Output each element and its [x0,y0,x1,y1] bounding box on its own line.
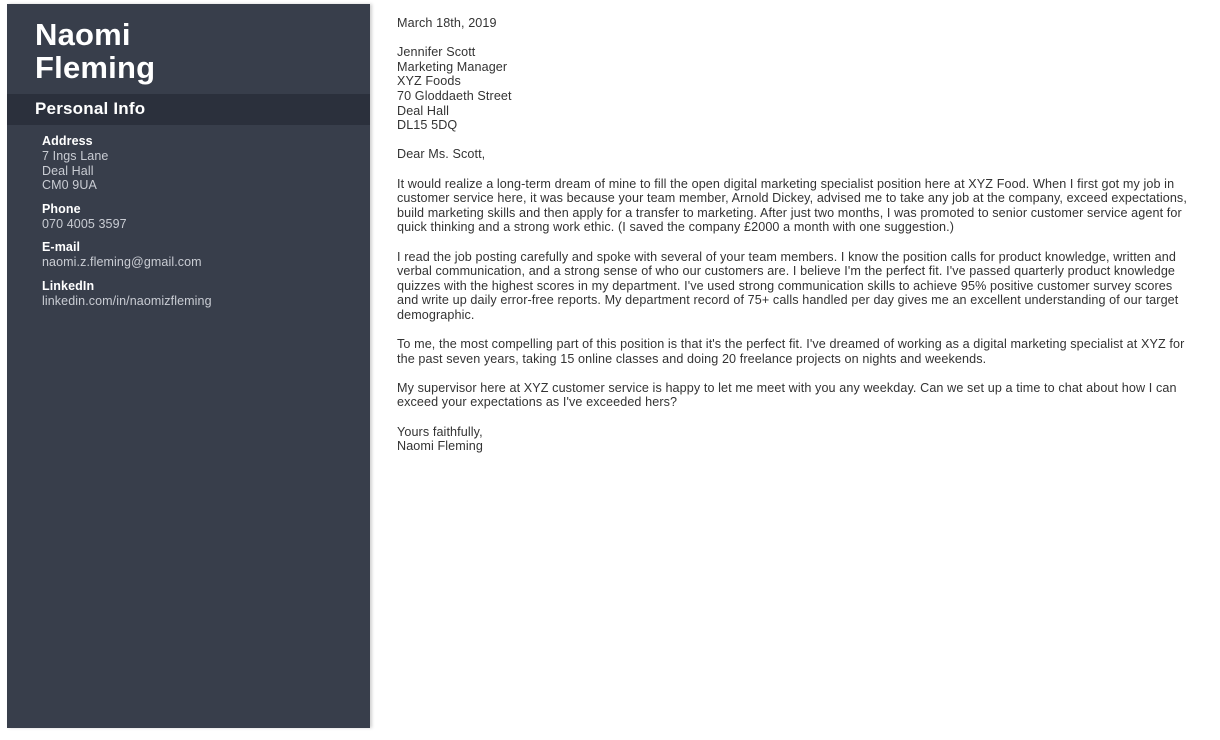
info-label-phone: Phone [42,201,81,216]
closing-phrase: Yours faithfully, [397,424,483,439]
recipient-address-block [397,45,1187,133]
info-value-address-line1: 7 Ings Lane [42,149,109,163]
recipient-name: Jennifer Scott [397,45,476,60]
info-label-email: E-mail [42,240,81,255]
personal-info-title: Personal Info [35,99,146,118]
signature-name: Naomi Fleming [397,439,483,454]
personal-info-section-header [7,94,370,125]
letter-paragraph-1: It would realize a long-term dream of mine to fill the open digital marketing specialist position here at XYZ Food. When I first got my job in customer service here, it was because your team member, Arnold Dickey, advised me to take any job at the company, exceed expectations, build marketing skills and then apply for a transfer to marketing. After just two months, I was promoted to senior customer service agent for quick thinking and a strong work ethic. (I saved the company £2000 a month with one suggestion.) [397,176,1187,235]
recipient-city: Deal Hall [397,103,449,118]
sidebar [7,4,370,728]
letter-paragraph-3: To me, the most compelling part of this position is that it's the perfect fit. I've dreamed of working as a digital marketing specialist at XYZ for the past seven years, taking 15 online classes and doing 20 freelance projects on nights and weekends. [397,337,1185,366]
recipient-company: XYZ Foods [397,74,461,89]
info-group-address [42,134,350,193]
letter-date: March 18th, 2019 [397,16,497,30]
letter-body [397,16,1187,454]
personal-info-list [7,125,370,309]
letter-paragraph-4: My supervisor here at XYZ customer service is happy to let me meet with you any weekday. Can we set up a time to chat about how I can exceed your expectations as I've exceeded hers? [397,380,1177,410]
info-group-linkedin [42,279,350,309]
salutation-block [397,147,1187,162]
info-label-address: Address [42,134,93,148]
candidate-last-name: Fleming [35,50,156,85]
recipient-street: 70 Gloddaeth Street [397,88,512,103]
info-value-email[interactable]: naomi.z.fleming@gmail.com [42,255,202,270]
candidate-name [7,4,370,90]
info-value-address-postcode: CM0 9UA [42,178,97,193]
salutation: Dear Ms. Scott, [397,147,486,162]
info-value-linkedin[interactable]: linkedin.com/in/naomizfleming [42,293,212,308]
recipient-postcode: DL15 5DQ [397,118,458,133]
recipient-job-title: Marketing Manager [397,59,508,74]
info-group-email [42,240,350,270]
info-group-phone [42,202,350,232]
letter-date-block [397,16,1187,31]
letter-paragraph-2: I read the job posting carefully and spoke with several of your team members. I know the position calls for product knowledge, written and verbal communication, and a strong sense of who our customers are. I believe I'm the perfect fit. I've passed quarterly product knowledge quizzes with the highest scores in my department. I've used strong communication skills to achieve 95% positive customer survey scores and write up daily error-free reports. My department record of 75+ calls handled per day gives me an excellent understanding of our target demographic. [397,249,1179,322]
info-value-address-line2: Deal Hall [42,163,94,178]
signature-block [397,425,1187,454]
info-value-phone: 070 4005 3597 [42,216,127,231]
info-label-linkedin: LinkedIn [42,278,95,293]
candidate-first-name: Naomi [35,17,131,52]
